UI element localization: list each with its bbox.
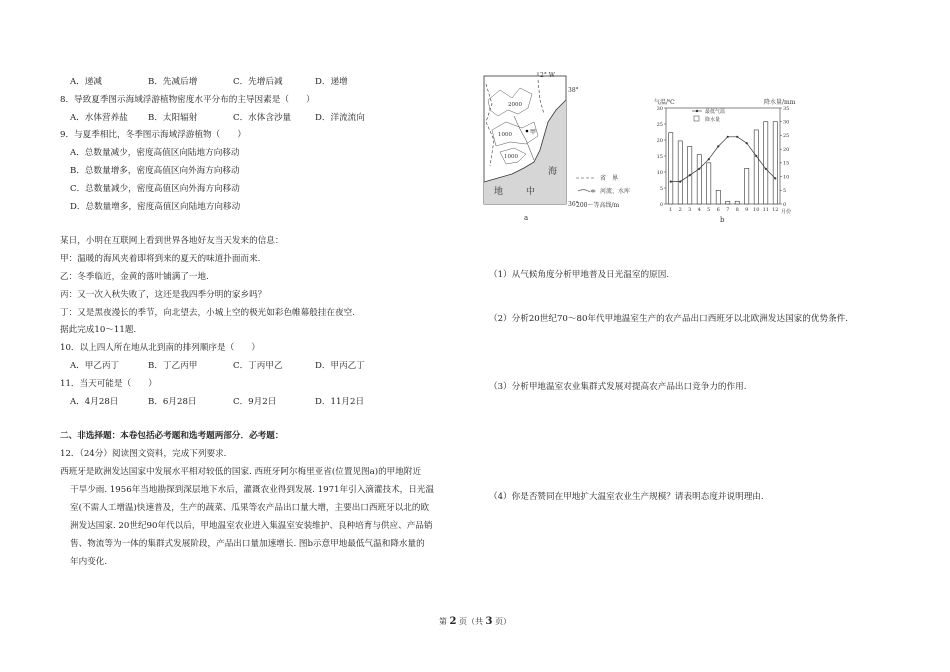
temperature-point bbox=[774, 177, 776, 179]
q12-text-line: 洲发达国家. 20世纪90年代以后，甲地温室农业进入集温室安装维护、良种培育与供应、产品销 bbox=[70, 521, 433, 531]
q10-option-c: C．丁丙甲乙 bbox=[233, 361, 283, 371]
q12-text-line: 室(不需人工增温)快速普及，生产的蔬菜、瓜果等农产品出口量大增，主要出口西班牙以北的欧 bbox=[70, 503, 430, 513]
q10-option-a: A．甲乙丙丁 bbox=[70, 361, 120, 371]
left-tick-label: 25 bbox=[656, 121, 663, 128]
q8-option-a: A．水体营养盐 bbox=[70, 113, 128, 123]
temperature-point bbox=[717, 145, 719, 147]
q8-stem: 8．导致夏季图示海域浮游植物密度水平分布的主导因素是（ ） bbox=[60, 95, 315, 105]
legend-river: 河流、水库 bbox=[600, 188, 631, 195]
q8-option-d: D．洋流流向 bbox=[315, 113, 365, 123]
q11-option-b: B．6月28日 bbox=[148, 397, 197, 407]
temperature-point bbox=[736, 136, 738, 138]
legend-precip-symbol bbox=[694, 116, 699, 121]
precipitation-bar bbox=[707, 163, 711, 204]
q9-option-b: B．总数量增多，密度高值区向外海方向移动 bbox=[70, 166, 240, 176]
x-axis-label: 月份 bbox=[781, 209, 792, 215]
q12-sub4: （4）你是否赞同在甲地扩大温室农业生产规模？请表明态度并说明理由. bbox=[489, 492, 764, 502]
precipitation-bar bbox=[678, 141, 682, 204]
q10-option-d: D．甲丙乙丁 bbox=[315, 361, 365, 371]
q9-stem: 9．与夏季相比，冬季图示海域浮游植物（ ） bbox=[60, 130, 246, 140]
q7-option-b: B．先减后增 bbox=[148, 77, 198, 87]
temperature-point bbox=[689, 174, 691, 176]
passage-line: 据此完成10～11题. bbox=[60, 325, 137, 335]
precipitation-bar bbox=[745, 168, 749, 204]
left-tick-label: 15 bbox=[656, 153, 663, 160]
contour-label: 1000 bbox=[498, 132, 512, 138]
temperature-point bbox=[679, 181, 681, 183]
month-tick-label: 7 bbox=[726, 207, 730, 213]
right-axis-ticks bbox=[780, 106, 789, 208]
q7-option-c: C．先增后减 bbox=[233, 77, 283, 87]
month-tick-label: 5 bbox=[707, 207, 711, 213]
section-2-heading: 二、非选择题：本卷包括必考题和选考题两部分．必考题： bbox=[60, 431, 284, 441]
axis-right-title: 降水量/mm bbox=[764, 99, 796, 106]
contour-label: 2000 bbox=[508, 102, 522, 108]
contour-label: 1000 bbox=[504, 154, 518, 160]
temperature-point bbox=[765, 168, 767, 170]
month-ticks bbox=[669, 207, 778, 213]
legend-precip: 降水量 bbox=[705, 117, 721, 123]
q12-sub1: （1）从气候角度分析甲地普及日光温室的原因. bbox=[489, 270, 670, 280]
q11-option-d: D．11月2日 bbox=[315, 397, 365, 407]
precipitation-bar bbox=[754, 130, 758, 204]
q12-sub2: （2）分析20世纪70～80年代甲地温室生产的农产品出口西班牙以北欧洲发达国家的优势条件. bbox=[489, 314, 848, 324]
q8-option-c: C．水体含沙量 bbox=[233, 113, 292, 123]
sea-char: 中 bbox=[526, 187, 536, 197]
precipitation-bar bbox=[697, 155, 701, 204]
q7-option-d: D．递增 bbox=[315, 77, 348, 87]
precipitation-bar bbox=[716, 190, 720, 204]
month-tick-label: 12 bbox=[772, 207, 779, 213]
temperature-line bbox=[670, 136, 777, 183]
temperature-polyline bbox=[671, 137, 776, 182]
point-jia-dot bbox=[526, 130, 529, 133]
month-tick-label: 6 bbox=[716, 207, 720, 213]
q12-text-line: 售、物流等为一体的集群式发展阶段，产品出口量加速增长. 图b示意甲地最低气温和降水量的 bbox=[70, 539, 425, 549]
passage-line: 丁：又是黑夜漫长的季节，向北望去，小城上空的极光如彩色帷幕般挂在夜空. bbox=[60, 308, 355, 318]
passage-line: 乙：冬季临近，金黄的落叶铺满了一地. bbox=[60, 272, 209, 282]
q8-option-b: B．太阳辐射 bbox=[148, 113, 198, 123]
month-tick-label: 11 bbox=[762, 207, 769, 213]
left-axis-ticks bbox=[657, 106, 666, 208]
passage-line: 某日，小明在互联网上看到世界各地好友当天发来的信息： bbox=[60, 236, 284, 246]
month-tick-label: 9 bbox=[745, 207, 749, 213]
q12-text-line: 年内变化. bbox=[70, 557, 108, 567]
q11-option-a: A．4月28日 bbox=[70, 397, 119, 407]
latitude-label-bottom: 36° bbox=[568, 201, 579, 208]
passage-line: 甲：温暖的海风夹着即将到来的夏天的味道扑面而来. bbox=[60, 254, 261, 264]
footer-page-number: 2 bbox=[449, 616, 457, 627]
sea-char: 海 bbox=[548, 167, 558, 177]
right-tick-label: 25 bbox=[783, 133, 790, 140]
q10-option-b: B．丁乙丙甲 bbox=[148, 361, 198, 371]
month-tick-label: 8 bbox=[735, 207, 739, 213]
legend-boundary: 省 界 bbox=[600, 175, 619, 182]
month-tick-label: 1 bbox=[669, 207, 673, 213]
figure-a-caption: a bbox=[524, 214, 529, 222]
precipitation-bar bbox=[726, 201, 730, 204]
q7-option-a: A．递减 bbox=[70, 77, 102, 87]
right-tick-label: 20 bbox=[783, 146, 790, 153]
right-tick-label: 10 bbox=[783, 174, 790, 181]
right-tick-label: 30 bbox=[783, 119, 790, 126]
q11-option-c: C．9月2日 bbox=[233, 397, 277, 407]
right-tick-label: 5 bbox=[783, 188, 787, 195]
right-tick-label: 35 bbox=[783, 105, 790, 112]
footer-post: 页） bbox=[495, 617, 512, 626]
temperature-point bbox=[746, 142, 748, 144]
q9-option-d: D．总数量增多，密度高值区向陆地方向移动 bbox=[70, 202, 241, 212]
latitude-label-top: 38° bbox=[568, 87, 579, 94]
month-tick-label: 10 bbox=[753, 207, 760, 213]
month-tick-label: 2 bbox=[678, 207, 682, 213]
q12-text-line: 西班牙是欧洲发达国家中发展水平相对较低的国家. 西班牙阿尔梅里亚省(位置见图a)的甲地附近 bbox=[60, 467, 422, 477]
legend-temp: 最低气温 bbox=[705, 109, 726, 115]
longitude-label: 2° W bbox=[540, 72, 555, 79]
month-tick-label: 3 bbox=[688, 207, 692, 213]
precipitation-bar bbox=[773, 122, 777, 204]
q9-option-a: A．总数量减少，密度高值区向陆地方向移动 bbox=[70, 148, 240, 158]
precipitation-bar bbox=[764, 122, 768, 204]
left-tick-label: 30 bbox=[656, 105, 663, 112]
plot-frame bbox=[666, 108, 780, 204]
left-tick-label: 0 bbox=[659, 201, 663, 208]
precipitation-bar bbox=[669, 133, 673, 204]
footer-mid: 页（共 bbox=[459, 617, 483, 626]
point-jia: 甲 bbox=[530, 129, 537, 136]
temperature-point bbox=[727, 136, 729, 138]
axis-left-title: 气温/℃ bbox=[654, 99, 675, 106]
temperature-point bbox=[755, 155, 757, 157]
q9-option-c: C．总数量减少，密度高值区向外海方向移动 bbox=[70, 184, 240, 194]
left-tick-label: 20 bbox=[656, 137, 663, 144]
temperature-point bbox=[670, 181, 672, 183]
right-tick-label: 0 bbox=[783, 201, 787, 208]
q11-stem: 11．当天可能是（ ） bbox=[60, 379, 157, 389]
footer-pre: 第 bbox=[438, 617, 447, 626]
sea-char: 地 bbox=[494, 187, 504, 197]
page-footer bbox=[0, 616, 950, 627]
legend-reservoir-symbol bbox=[591, 190, 596, 193]
passage-line: 丙：又一次入秋失败了，这还是我四季分明的家乡吗？ bbox=[60, 290, 267, 300]
month-tick-label: 4 bbox=[697, 207, 701, 213]
legend-contour: 200～等高线/m bbox=[576, 202, 620, 209]
q12-sub3: （3）分析甲地温室农业集群式发展对提高农产品出口竞争力的作用. bbox=[489, 382, 747, 392]
q10-stem: 10．以上四人所在地从北到南的排列顺序是（ ） bbox=[60, 343, 260, 353]
left-tick-label: 10 bbox=[656, 169, 663, 176]
q12-text-line: 干旱少雨. 1956年当地勘探到深层地下水后，灌溉农业得到发展. 1971年引入滴灌技术，日光温 bbox=[70, 485, 435, 495]
figure-b-climate-chart bbox=[650, 96, 802, 224]
temperature-point bbox=[698, 168, 700, 170]
temperature-point bbox=[708, 158, 710, 160]
q12-stem: 12．（24分）阅读图文资料，完成下列要求. bbox=[60, 449, 227, 459]
left-tick-label: 5 bbox=[659, 185, 663, 192]
right-tick-label: 15 bbox=[783, 160, 790, 167]
legend-river-symbol bbox=[578, 190, 590, 192]
legend-temp-marker bbox=[696, 110, 698, 112]
footer-total-pages: 3 bbox=[485, 616, 493, 627]
figure-b-caption: b bbox=[720, 216, 725, 224]
precipitation-bar bbox=[735, 201, 739, 204]
